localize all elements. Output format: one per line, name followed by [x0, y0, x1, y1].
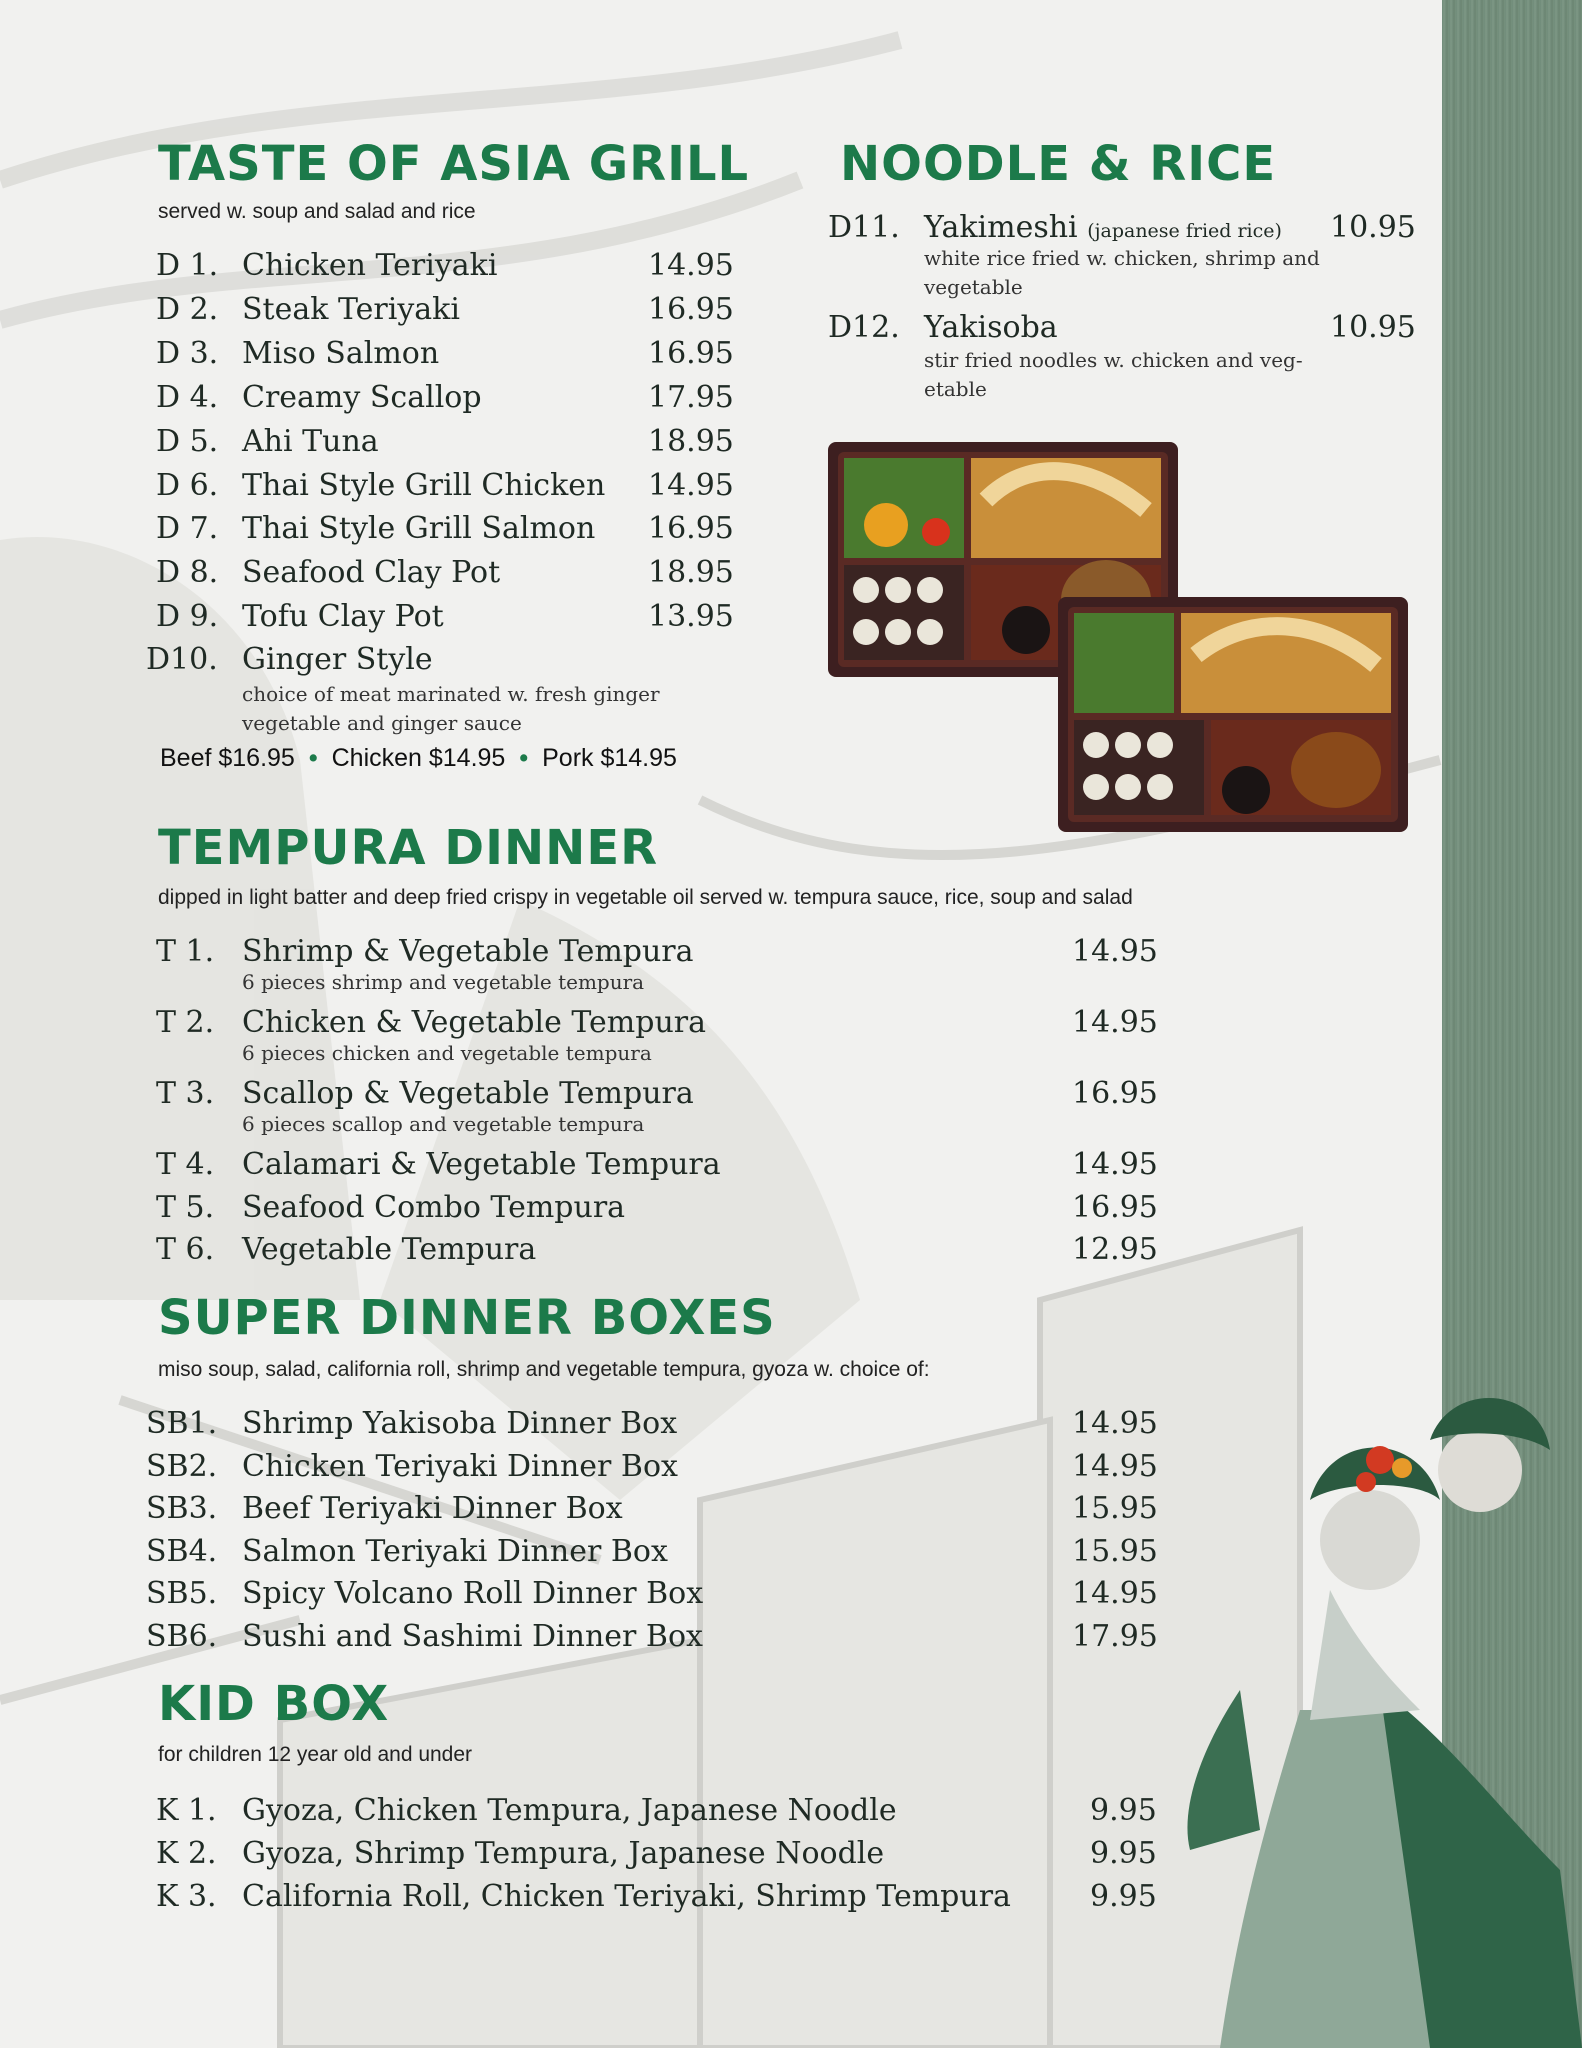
item-description: white rice fried w. chicken, shrimp and vegetable [924, 246, 1320, 299]
item-price: 14.95 [1072, 934, 1158, 969]
item-name: Beef Teriyaki Dinner Box [242, 1491, 623, 1526]
bullet-separator: • [519, 744, 529, 772]
item-description: 6 pieces scallop and vegetable tempura [242, 1112, 645, 1136]
item-name: Miso Salmon [242, 336, 440, 371]
item-price: 14.95 [1072, 1147, 1158, 1182]
item-name: Thai Style Grill Chicken [242, 468, 606, 503]
kid-section-subtitle: for children 12 year old and under [158, 1743, 473, 1766]
item-price: 16.95 [648, 336, 734, 371]
item-price: 10.95 [1330, 310, 1416, 345]
item-code: K 2. [156, 1836, 217, 1871]
item-name: Thai Style Grill Salmon [242, 511, 596, 546]
item-price: 14.95 [648, 248, 734, 283]
item-price: 13.95 [648, 599, 734, 634]
item-code: D 5. [156, 424, 219, 459]
ginger-style-prices [160, 744, 677, 773]
item-code: SB4. [146, 1534, 218, 1569]
item-name: Shrimp & Vegetable Tempura [242, 934, 694, 969]
geisha-illustration [1180, 1390, 1582, 2048]
item-description: choice of meat marinated w. fresh ginger vegetable and ginger sauce [242, 682, 660, 735]
item-price: 17.95 [648, 380, 734, 415]
item-name: Spicy Volcano Roll Dinner Box [242, 1576, 704, 1611]
item-code: D 7. [156, 511, 219, 546]
item-description: stir fried noodles w. chicken and veg- etable [924, 348, 1303, 401]
boxes-section-subtitle: miso soup, salad, california roll, shrimp and vegetable tempura, gyoza w. choice of: [158, 1358, 930, 1381]
item-name: Steak Teriyaki [242, 292, 460, 327]
item-price: 12.95 [1072, 1232, 1158, 1267]
item-price: 14.95 [1072, 1576, 1158, 1611]
item-code: D 3. [156, 336, 219, 371]
item-price: 16.95 [648, 292, 734, 327]
item-price: 9.95 [1090, 1879, 1157, 1914]
item-price: 9.95 [1090, 1793, 1157, 1828]
item-code: K 1. [156, 1793, 217, 1828]
item-name: Creamy Scallop [242, 380, 482, 415]
item-code: D 2. [156, 292, 219, 327]
item-code: T 1. [156, 934, 215, 969]
bento-box-photo [826, 440, 1410, 840]
item-code: D12. [828, 310, 900, 345]
item-name: Shrimp Yakisoba Dinner Box [242, 1406, 678, 1441]
item-name: Gyoza, Chicken Tempura, Japanese Noodle [242, 1793, 897, 1828]
item-name: Seafood Clay Pot [242, 555, 501, 590]
item-description: 6 pieces chicken and vegetable tempura [242, 1041, 652, 1065]
item-price: 14.95 [1072, 1406, 1158, 1441]
item-code: D11. [828, 210, 900, 245]
item-code: T 2. [156, 1005, 215, 1040]
item-name: Yakimeshi (japanese fried rice) [924, 210, 1282, 245]
item-code: T 5. [156, 1190, 215, 1225]
item-name: Salmon Teriyaki Dinner Box [242, 1534, 668, 1569]
tempura-section-subtitle: dipped in light batter and deep fried crispy in vegetable oil served w. tempura sauce, rice, soup and salad [158, 886, 1133, 909]
item-code: D 4. [156, 380, 219, 415]
item-price: 17.95 [1072, 1619, 1158, 1654]
item-price: 16.95 [648, 511, 734, 546]
item-name: Vegetable Tempura [242, 1232, 537, 1267]
item-price: 18.95 [648, 555, 734, 590]
item-code: K 3. [156, 1879, 217, 1914]
item-price: 14.95 [1072, 1449, 1158, 1484]
beef-price: Beef $16.95 [160, 744, 295, 772]
item-name: Chicken Teriyaki Dinner Box [242, 1449, 678, 1484]
item-name: Gyoza, Shrimp Tempura, Japanese Noodle [242, 1836, 885, 1871]
bullet-separator: • [308, 744, 318, 772]
item-price: 10.95 [1330, 210, 1416, 245]
item-price: 16.95 [1072, 1076, 1158, 1111]
item-code: SB6. [146, 1619, 218, 1654]
item-price: 18.95 [648, 424, 734, 459]
item-price: 14.95 [1072, 1005, 1158, 1040]
item-name: Chicken Teriyaki [242, 248, 498, 283]
item-code: SB5. [146, 1576, 218, 1611]
item-code: SB1. [146, 1406, 218, 1441]
item-name: Calamari & Vegetable Tempura [242, 1147, 721, 1182]
item-code: SB3. [146, 1491, 218, 1526]
item-code: D 9. [156, 599, 219, 634]
item-code: T 6. [156, 1232, 215, 1267]
item-code: D 1. [156, 248, 219, 283]
tempura-section-title: TEMPURA DINNER [158, 820, 659, 876]
item-code: T 3. [156, 1076, 215, 1111]
boxes-section-title: SUPER DINNER BOXES [158, 1290, 776, 1346]
item-description: 6 pieces shrimp and vegetable tempura [242, 970, 645, 994]
chicken-price: Chicken $14.95 [331, 744, 506, 772]
item-code: D10. [146, 642, 218, 677]
item-code: D 6. [156, 468, 219, 503]
item-name: Chicken & Vegetable Tempura [242, 1005, 706, 1040]
item-name: Seafood Combo Tempura [242, 1190, 626, 1225]
item-name: Ginger Style [242, 642, 433, 677]
item-code: T 4. [156, 1147, 215, 1182]
item-price: 14.95 [648, 468, 734, 503]
item-price: 9.95 [1090, 1836, 1157, 1871]
item-name: Ahi Tuna [242, 424, 379, 459]
kid-section-title: KID BOX [158, 1676, 390, 1732]
item-price: 16.95 [1072, 1190, 1158, 1225]
item-price: 15.95 [1072, 1491, 1158, 1526]
item-name: Sushi and Sashimi Dinner Box [242, 1619, 703, 1654]
item-code: D 8. [156, 555, 219, 590]
item-name: Tofu Clay Pot [242, 599, 444, 634]
item-price: 15.95 [1072, 1534, 1158, 1569]
pork-price: Pork $14.95 [542, 744, 677, 772]
item-note: (japanese fried rice) [1087, 220, 1282, 242]
noodle-section-title: NOODLE & RICE [840, 136, 1277, 192]
grill-section-title: TASTE OF ASIA GRILL [158, 136, 750, 192]
item-name: Scallop & Vegetable Tempura [242, 1076, 694, 1111]
item-name: Yakisoba [924, 310, 1058, 345]
item-code: SB2. [146, 1449, 218, 1484]
item-name: California Roll, Chicken Teriyaki, Shrimp Tempura [242, 1879, 1011, 1914]
grill-section-subtitle: served w. soup and salad and rice [158, 200, 476, 223]
